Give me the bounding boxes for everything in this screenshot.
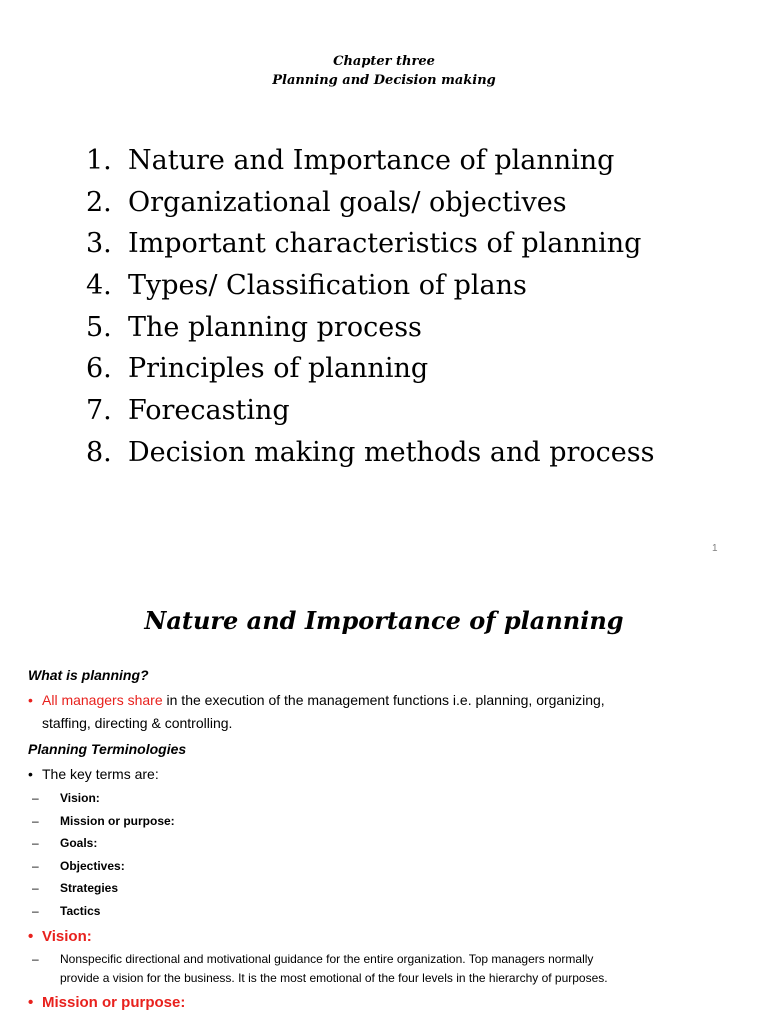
item-text: Organizational goals/ objectives xyxy=(128,186,567,218)
bullet-managers xyxy=(28,692,605,708)
slide-title: Nature and Importance of planning xyxy=(144,606,624,635)
contents-item xyxy=(86,223,654,265)
subheading-what-is-planning: What is planning? xyxy=(28,667,149,683)
contents-item xyxy=(86,307,654,349)
contents-item xyxy=(86,348,654,390)
page-number: 1 xyxy=(712,543,718,554)
bullet-dot: • xyxy=(28,766,33,782)
item-number: 3. xyxy=(86,228,112,260)
item-number: 7. xyxy=(86,395,112,427)
term-text: Vision: xyxy=(60,791,100,805)
vision-text-continued: provide a vision for the business. It is the most emotional of the four levels in the hierarchy of purposes. xyxy=(60,971,608,985)
term-item: – Goals: xyxy=(32,836,98,850)
heading-text: Mission or purpose: xyxy=(42,994,186,1011)
subheading-terminologies: Planning Terminologies xyxy=(28,741,187,757)
contents-item xyxy=(86,432,654,474)
item-number: 5. xyxy=(86,311,112,343)
term-text: Mission or purpose: xyxy=(60,814,175,828)
contents-item xyxy=(86,390,654,432)
contents-list xyxy=(86,140,654,474)
contents-item xyxy=(86,140,654,182)
item-number: 2. xyxy=(86,186,112,218)
chapter-number: Chapter three xyxy=(333,54,435,69)
item-number: 4. xyxy=(86,270,112,302)
item-text: Decision making methods and process xyxy=(128,436,655,468)
highlight-text: All managers share xyxy=(42,692,163,708)
vision-text: Nonspecific directional and motivational guidance for the entire organization. Top managers normally xyxy=(60,952,594,966)
item-text: Types/ Classification of plans xyxy=(128,270,527,302)
slide-2 xyxy=(0,576,768,1024)
item-text: Nature and Importance of planning xyxy=(128,145,615,176)
term-item: – Strategies xyxy=(32,881,119,895)
term-text: Goals: xyxy=(60,836,98,850)
mission-heading: • Mission or purpose: xyxy=(28,994,186,1011)
bullet-managers-continued: staffing, directing & controlling. xyxy=(42,715,233,731)
term-text: Tactics xyxy=(60,904,101,918)
term-text: Strategies xyxy=(60,881,119,895)
chapter-title: Planning and Decision making xyxy=(272,73,496,88)
item-number: 6. xyxy=(86,353,112,385)
item-text: The planning process xyxy=(128,311,422,343)
term-text: Objectives: xyxy=(60,859,125,873)
term-item: – Tactics xyxy=(32,904,101,918)
heading-text: Vision: xyxy=(42,928,92,945)
item-number: 8. xyxy=(86,436,112,468)
term-item: – Mission or purpose: xyxy=(32,814,175,828)
bullet-dot: • xyxy=(28,692,33,708)
bullet-text: in the execution of the management functions i.e. planning, organizing, xyxy=(162,692,605,708)
bullet-key-terms xyxy=(28,766,159,782)
bullet-text: The key terms are: xyxy=(42,766,159,782)
contents-item xyxy=(86,182,654,224)
item-number: 1. xyxy=(86,145,112,176)
item-text: Principles of planning xyxy=(128,353,429,385)
term-item: – Objectives: xyxy=(32,859,125,873)
vision-text-line: – Nonspecific directional and motivational guidance for the entire organization. Top managers normally xyxy=(32,952,594,966)
item-text: Important characteristics of planning xyxy=(128,228,642,260)
contents-item xyxy=(86,265,654,307)
term-item: – Vision: xyxy=(32,791,100,805)
item-text: Forecasting xyxy=(128,395,290,427)
vision-heading: • Vision: xyxy=(28,928,92,945)
